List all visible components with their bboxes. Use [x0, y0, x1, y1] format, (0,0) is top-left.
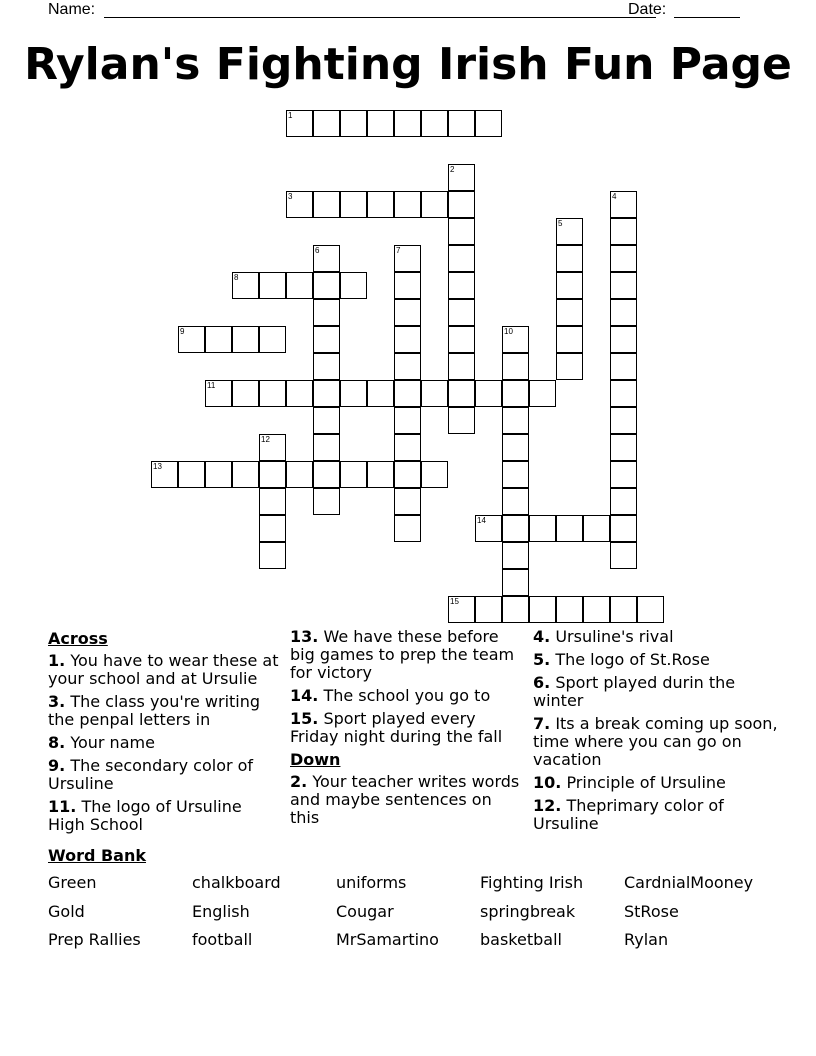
grid-cell[interactable] [286, 110, 313, 137]
grid-cell[interactable] [610, 542, 637, 569]
clue-number-label: 1 [288, 111, 293, 120]
clue-text: We have these before big games to prep the team for victory [290, 627, 515, 682]
grid-cell[interactable] [502, 542, 529, 569]
grid-cell[interactable] [394, 353, 421, 380]
grid-cell[interactable] [178, 461, 205, 488]
grid-cell[interactable] [259, 272, 286, 299]
clue-number-label: 6 [315, 246, 320, 255]
grid-cell[interactable] [502, 461, 529, 488]
grid-cell[interactable] [448, 326, 475, 353]
grid-cell[interactable] [502, 515, 529, 542]
word-bank-item: Gold [48, 901, 85, 921]
clue-down-5 [533, 651, 778, 669]
clues-column-3 [533, 628, 778, 838]
grid-cell[interactable] [448, 407, 475, 434]
clue-number-label: 8 [234, 273, 239, 282]
grid-cell[interactable] [340, 461, 367, 488]
grid-cell[interactable] [313, 299, 340, 326]
clue-number: 3. [48, 692, 66, 711]
grid-cell[interactable] [286, 191, 313, 218]
grid-cell[interactable] [340, 191, 367, 218]
grid-cell[interactable] [637, 596, 664, 623]
grid-cell[interactable] [610, 191, 637, 218]
grid-cell[interactable] [556, 326, 583, 353]
grid-cell[interactable] [394, 272, 421, 299]
grid-cell[interactable] [502, 569, 529, 596]
grid-cell[interactable] [286, 272, 313, 299]
grid-cell[interactable] [448, 299, 475, 326]
grid-cell[interactable] [313, 353, 340, 380]
clue-text: You have to wear these at your school and at Ursulie [48, 651, 279, 688]
clue-down-2 [290, 773, 525, 827]
page-title: Rylan's Fighting Irish Fun Page [24, 39, 792, 90]
grid-cell[interactable] [610, 380, 637, 407]
grid-cell[interactable] [313, 272, 340, 299]
grid-cell[interactable] [394, 515, 421, 542]
clue-text: The logo of Ursuline High School [48, 797, 242, 834]
grid-cell[interactable] [232, 272, 259, 299]
grid-cell[interactable] [394, 434, 421, 461]
clue-down-7 [533, 715, 778, 769]
grid-cell[interactable] [502, 407, 529, 434]
grid-cell[interactable] [205, 380, 232, 407]
grid-cell[interactable] [610, 515, 637, 542]
word-bank-title: Word Bank [48, 846, 147, 865]
grid-cell[interactable] [394, 461, 421, 488]
grid-cell[interactable] [313, 245, 340, 272]
grid-cell[interactable] [313, 407, 340, 434]
grid-cell[interactable] [313, 380, 340, 407]
grid-cell[interactable] [529, 380, 556, 407]
grid-cell[interactable] [529, 596, 556, 623]
word-bank-item: CardnialMooney [624, 873, 754, 892]
grid-cell[interactable] [394, 245, 421, 272]
grid-cell[interactable] [610, 434, 637, 461]
clue-text: Your name [70, 733, 155, 752]
word-bank-item: Prep Rallies [48, 930, 141, 949]
clue-text: Its a break coming up soon, time where you can go on vacation [533, 714, 778, 769]
clue-down-12 [533, 797, 778, 833]
grid-cell[interactable] [259, 488, 286, 515]
clue-across-8 [48, 734, 283, 752]
grid-cell[interactable] [448, 272, 475, 299]
clue-number: 4. [533, 627, 551, 646]
clue-number-label: 13 [153, 462, 162, 471]
grid-cell[interactable] [475, 110, 502, 137]
clue-number-label: 9 [180, 327, 185, 336]
clue-number-label: 3 [288, 192, 293, 201]
clues-column-1 [48, 628, 283, 839]
grid-cell[interactable] [394, 488, 421, 515]
clue-text: Ursuline's rival [555, 627, 674, 646]
word-bank-item: springbreak [480, 901, 576, 921]
down-heading: Down [290, 750, 341, 769]
word-bank-item: uniforms [336, 873, 407, 892]
grid-cell[interactable] [367, 461, 394, 488]
grid-cell[interactable] [502, 488, 529, 515]
grid-cell[interactable] [313, 326, 340, 353]
grid-cell[interactable] [286, 380, 313, 407]
across-heading: Across [48, 629, 108, 648]
grid-cell[interactable] [556, 596, 583, 623]
clue-number: 6. [533, 673, 551, 692]
grid-cell[interactable] [421, 191, 448, 218]
grid-cell[interactable] [205, 326, 232, 353]
word-bank-item: English [192, 901, 250, 921]
grid-cell[interactable] [205, 461, 232, 488]
grid-cell[interactable] [475, 596, 502, 623]
grid-cell[interactable] [394, 380, 421, 407]
grid-cell[interactable] [502, 326, 529, 353]
grid-cell[interactable] [394, 326, 421, 353]
grid-cell[interactable] [340, 380, 367, 407]
grid-cell[interactable] [178, 326, 205, 353]
word-bank-item: Cougar [336, 901, 394, 921]
clue-across-1 [48, 652, 283, 688]
clue-text: Sport played durin the winter [533, 673, 736, 710]
clue-text: The class you're writing the penpal letters in [48, 692, 261, 729]
grid-cell[interactable] [610, 218, 637, 245]
grid-cell[interactable] [340, 110, 367, 137]
grid-cell[interactable] [502, 380, 529, 407]
clue-across-14 [290, 687, 525, 705]
grid-cell[interactable] [259, 515, 286, 542]
grid-cell[interactable] [394, 299, 421, 326]
grid-cell[interactable] [259, 542, 286, 569]
clue-across-9 [48, 757, 283, 793]
grid-cell[interactable] [259, 434, 286, 461]
grid-cell[interactable] [502, 596, 529, 623]
clue-number: 2. [290, 772, 308, 791]
clue-across-13 [290, 628, 525, 682]
grid-cell[interactable] [556, 272, 583, 299]
grid-cell[interactable] [421, 461, 448, 488]
word-bank-item: basketball [480, 930, 562, 949]
clue-text: The logo of St.Rose [555, 650, 710, 669]
grid-cell[interactable] [394, 110, 421, 137]
grid-cell[interactable] [502, 434, 529, 461]
grid-cell[interactable] [610, 596, 637, 623]
grid-cell[interactable] [313, 434, 340, 461]
grid-cell[interactable] [259, 461, 286, 488]
clue-number-label: 7 [396, 246, 401, 255]
clue-down-6 [533, 674, 778, 710]
grid-cell[interactable] [610, 461, 637, 488]
grid-cell[interactable] [448, 596, 475, 623]
grid-cell[interactable] [367, 380, 394, 407]
grid-cell[interactable] [367, 191, 394, 218]
grid-cell[interactable] [448, 245, 475, 272]
clue-text: The secondary color of Ursuline [48, 756, 254, 793]
grid-cell[interactable] [610, 299, 637, 326]
clue-number: 15. [290, 709, 319, 728]
grid-cell[interactable] [340, 272, 367, 299]
grid-cell[interactable] [448, 191, 475, 218]
grid-cell[interactable] [556, 218, 583, 245]
grid-cell[interactable] [448, 218, 475, 245]
clue-number-label: 15 [450, 597, 459, 606]
clue-number: 14. [290, 686, 319, 705]
grid-cell[interactable] [313, 110, 340, 137]
clues-column-2 [290, 628, 525, 832]
grid-cell[interactable] [502, 353, 529, 380]
grid-cell[interactable] [610, 326, 637, 353]
grid-cell[interactable] [313, 191, 340, 218]
grid-cell[interactable] [421, 110, 448, 137]
clue-text: Sport played every Friday night during the fall [290, 709, 503, 746]
grid-cell[interactable] [367, 110, 394, 137]
grid-cell[interactable] [232, 380, 259, 407]
word-bank-item: football [192, 930, 253, 949]
clue-number: 10. [533, 773, 562, 792]
clue-text: Principle of Ursuline [566, 773, 726, 792]
clue-number: 13. [290, 627, 319, 646]
grid-cell[interactable] [529, 515, 556, 542]
grid-cell[interactable] [583, 515, 610, 542]
grid-cell[interactable] [448, 353, 475, 380]
grid-cell[interactable] [232, 326, 259, 353]
word-bank-item: Green [48, 873, 97, 892]
grid-cell[interactable] [556, 299, 583, 326]
clue-number-label: 12 [261, 435, 270, 444]
grid-cell[interactable] [475, 515, 502, 542]
clue-down-10 [533, 774, 778, 792]
clue-number-label: 2 [450, 165, 455, 174]
grid-cell[interactable] [421, 380, 448, 407]
grid-cell[interactable] [394, 407, 421, 434]
grid-cell[interactable] [583, 596, 610, 623]
grid-cell[interactable] [475, 380, 502, 407]
clue-number: 11. [48, 797, 77, 816]
grid-cell[interactable] [610, 353, 637, 380]
clue-number-label: 4 [612, 192, 617, 201]
name-label: Name: [48, 1, 96, 18]
grid-cell[interactable] [556, 353, 583, 380]
clue-across-3 [48, 693, 283, 729]
clue-across-15 [290, 710, 525, 746]
clue-number: 7. [533, 714, 551, 733]
clue-across-11 [48, 798, 283, 834]
grid-cell[interactable] [610, 272, 637, 299]
grid-cell[interactable] [556, 515, 583, 542]
clue-text: The school you go to [323, 686, 491, 705]
clue-text: Your teacher writes words and maybe sentences on this [290, 772, 520, 827]
grid-cell[interactable] [313, 488, 340, 515]
grid-cell[interactable] [259, 326, 286, 353]
date-label: Date: [628, 1, 667, 18]
clue-number: 9. [48, 756, 66, 775]
word-bank-item: StRose [624, 901, 679, 921]
clue-number: 5. [533, 650, 551, 669]
grid-cell[interactable] [313, 461, 340, 488]
grid-cell[interactable] [556, 245, 583, 272]
word-bank-item: MrSamartino [336, 930, 439, 949]
grid-cell[interactable] [394, 191, 421, 218]
clue-number-label: 11 [207, 381, 216, 390]
clue-number-label: 5 [558, 219, 563, 228]
word-bank-item: Fighting Irish [480, 873, 584, 892]
grid-cell[interactable] [610, 488, 637, 515]
grid-cell[interactable] [610, 407, 637, 434]
grid-cell[interactable] [259, 380, 286, 407]
clue-number: 8. [48, 733, 66, 752]
clue-number-label: 10 [504, 327, 513, 336]
grid-cell[interactable] [286, 461, 313, 488]
grid-cell[interactable] [448, 164, 475, 191]
clue-text: Theprimary color of Ursuline [533, 796, 724, 833]
clue-number: 12. [533, 796, 562, 815]
word-bank-item: chalkboard [192, 873, 281, 892]
grid-cell[interactable] [232, 461, 259, 488]
clue-number: 1. [48, 651, 66, 670]
grid-cell[interactable] [151, 461, 178, 488]
grid-cell[interactable] [448, 380, 475, 407]
grid-cell[interactable] [448, 110, 475, 137]
clue-down-4 [533, 628, 778, 646]
word-bank-item: Rylan [624, 930, 669, 949]
clue-number-label: 14 [477, 516, 486, 525]
grid-cell[interactable] [610, 245, 637, 272]
